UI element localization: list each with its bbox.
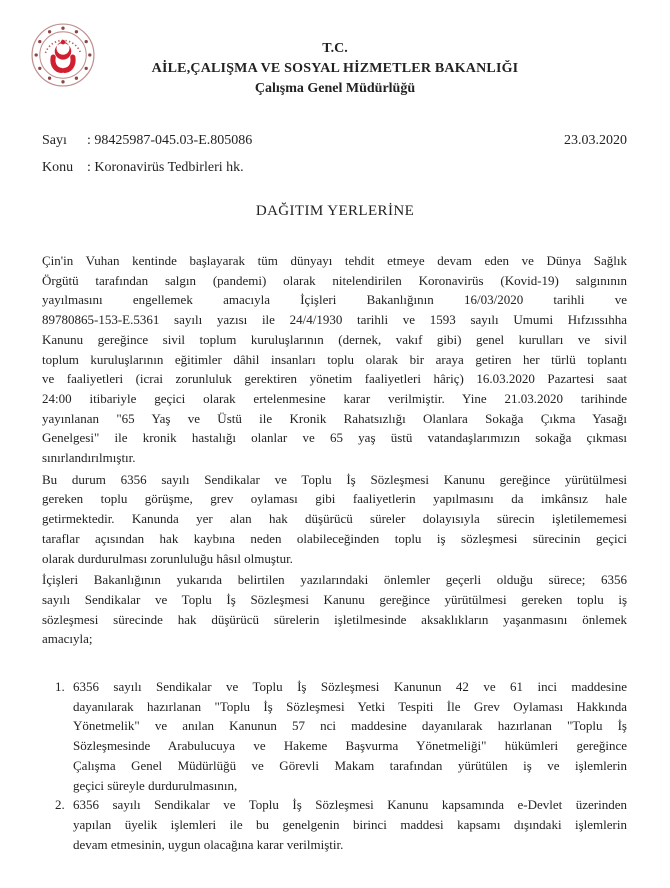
body-line: Çalışma Genel Müdürlüğü ve Görevli Makam tarafından yürütülen iş ve işlemlerin (73, 757, 627, 773)
body-line: geçici süreyle durdurulmasının, (73, 777, 238, 793)
document-date: 23.03.2020 (564, 133, 627, 148)
list-item-text (73, 677, 627, 795)
body-line: 6356 sayılı Sendikalar ve Toplu İş Sözleşmesi Kanunu kapsamında e-Devlet üzerinden (73, 797, 627, 813)
body-line: Bu durum 6356 sayılı Sendikalar ve Toplu İş Sözleşmesi Kanunu gereğince yürütülmesi (42, 471, 627, 487)
body-line: sözleşmesi sürecinde hak düşürücü sürelerin işletilmesinde aksaklıkların yaşanmasını önlemek (42, 611, 627, 627)
body-line: Sözleşmesinde Arabulucuya ve Hakeme Başvurma Yönetmeliği" hükümleri gereğince (73, 738, 627, 754)
body-line: 89780865-153-E.5361 sayılı yazısı ile 24/4/1930 tarihli ve 1593 sayılı Umumi Hıfzıssıhha (42, 312, 627, 328)
letter-body (42, 251, 627, 854)
letterhead-unit-name: Çalışma Genel Müdürlüğü (254, 81, 416, 96)
letterhead (0, 0, 670, 99)
body-line: Yönetmelik" ve anılan Kanunun 57 nci maddesine dayanılarak hazırlanan "Toplu İş (73, 718, 627, 734)
paragraph-3 (42, 570, 627, 649)
body-line: getirmektedir. Kanunda yer alan hak düşürücü süreler dolayısıyla sürecin işletilememesi (42, 511, 627, 527)
body-line: yapılan üyelik işlemleri ile bu genelgenin birinci maddesi kapsamı dışındaki işlemlerin (73, 816, 627, 832)
body-line: olarak durdurulması zorunluluğu hâsıl olmuştur. (42, 550, 293, 566)
letterhead-ministry-name: AİLE,ÇALIŞMA VE SOSYAL HİZMETLER BAKANLIĞI (151, 61, 519, 76)
addressee-line: DAĞITIM YERLERİNE (255, 203, 415, 219)
decision-list (42, 677, 627, 854)
sayi-row (42, 127, 627, 154)
body-line: Kanunu gereğince sivil toplum kuruluşlarının (dernek, vakıf gibi) genel kurulları ve sivil (42, 331, 627, 347)
body-line: toplum kuruluşlarının eğitimler dâhil insanları toplu olarak bir araya getiren her türlü toplantı (42, 351, 627, 367)
konu-row (42, 154, 627, 181)
list-item (42, 795, 627, 854)
body-line: taraflar açısından hak kaybına neden olabileceğinden toplu iş sözleşmesi sürecinin geçici (42, 530, 627, 546)
body-line: gereken toplu görüşme, grev oylaması gibi faaliyetlerin yapılmasını da imkânsız hale (42, 491, 627, 507)
body-line: İçişleri Bakanlığının yukarıda belirtilen yazılarındaki önlemler geçerli olduğu sürece; 6356 (42, 572, 627, 588)
body-line: yayılmasını engellemek amacıyla İçişleri Bakanlığının 16/03/2020 tarihli ve (42, 292, 627, 308)
body-line: ve faaliyetleri (icrai zorunluluk gerektiren yönetim faaliyetleri hâriç) 16.03.2020 Pazartesi saat (42, 371, 627, 387)
body-line: Genelgesi" ile kronik hastalığı olanlar ve 65 yaş üstü vatandaşlarımızın sokağa çıkması (42, 430, 627, 446)
body-line: amacıyla; (42, 631, 93, 647)
paragraph-1 (42, 251, 627, 468)
konu-value: : Koronavirüs Tedbirleri hk. (87, 160, 244, 175)
document-meta (42, 127, 627, 181)
body-line: dayanılarak hazırlanan "Toplu İş Sözleşmesi Yetki Tespiti İle Grev Oylaması Hakkında (73, 698, 627, 714)
body-line: sınırlandırılmıştır. (42, 450, 136, 466)
sayi-label: Sayı (42, 133, 67, 148)
body-line: yayınlanan "65 Yaş ve Üstü ile Kronik Rahatsızlığı Olanlara Sokağa Çıkma Yasağı (42, 410, 627, 426)
letterhead-tc: T.C. (322, 41, 348, 56)
body-line: Örgütü tarafından salgın (pandemi) olarak nitelendirilen Koronavirüs (Kovid-19) salgınının (42, 272, 627, 288)
body-line: devam etmesinin, uygun olacağına karar verilmiştir. (73, 836, 344, 852)
list-item-text (73, 795, 627, 854)
body-line: Çin'in Vuhan kentinde başlayarak tüm dünyayı tehdit etmeye devam eden ve Dünya Sağlık (42, 253, 627, 268)
list-item-number: 2. (55, 797, 65, 813)
list-item-number: 1. (55, 679, 65, 695)
paragraph-2 (42, 470, 627, 569)
body-line: 24:00 itibariyle geçici olarak ertelenmesine karar verilmiştir. Yine 21.03.2020 tarihinde (42, 390, 627, 406)
sayi-value: : 98425987-045.03-E.805086 (87, 133, 253, 148)
body-line: sayılı Sendikalar ve Toplu İş Sözleşmesi Kanunu gereğince yürütülmesi gereken toplu iş (42, 591, 627, 607)
ministry-seal-icon (30, 22, 96, 88)
body-line: 6356 sayılı Sendikalar ve Toplu İş Sözleşmesi Kanunun 42 ve 61 inci maddesine (73, 679, 627, 695)
konu-label: Konu (42, 160, 74, 175)
list-item (42, 677, 627, 795)
